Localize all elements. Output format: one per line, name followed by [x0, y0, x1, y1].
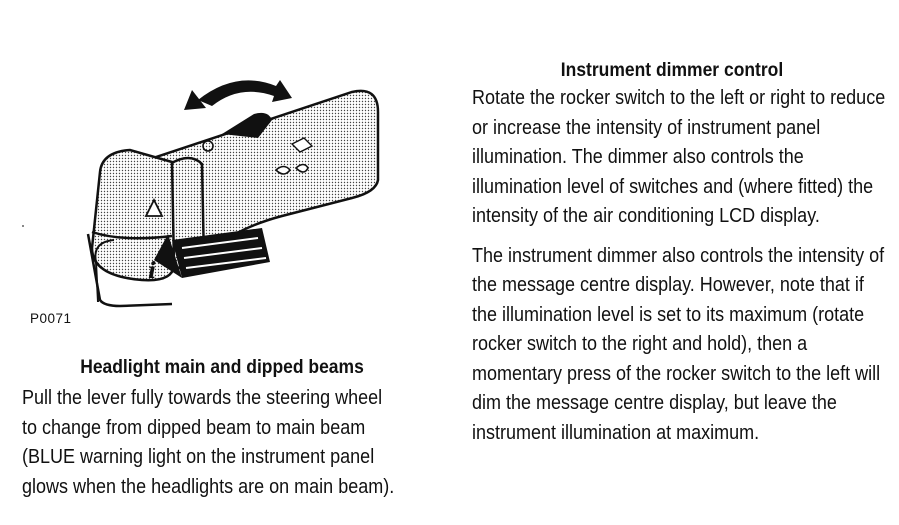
dimmer-paragraph-2: The instrument dimmer also controls the intensity of the message centre display. However, note that if the illumination level is set to its maximum (rotate rocker switch to the right and hold), then a momentary press of the rocker switch to the left will dim the message centre display, but leave the instrument illumination at maximum.: [472, 244, 885, 444]
stalk-lever-illustration: [22, 52, 422, 342]
svg-text:i: i: [148, 258, 157, 284]
dimmer-paragraph-1: Rotate the rocker switch to the left or right to reduce or increase the intensity of instrument panel illumination. The dimmer also controls the illumination level of switches and (where fitted) the intensity of the air conditioning LCD display.: [472, 87, 886, 227]
info-icon: [148, 258, 156, 284]
headlight-paragraph: Pull the lever fully towards the steering wheel to change from dipped beam to main beam (BLUE warning light on the instrument panel glows when the headlights are on main beam).: [22, 387, 395, 498]
figure-label: P0071: [30, 311, 72, 326]
headlight-heading: Headlight main and dipped beams: [80, 357, 364, 378]
stalk-figure: [22, 52, 422, 342]
rotate-arrow-icon: [184, 80, 292, 110]
right-column: [472, 58, 886, 458]
left-column: [22, 52, 442, 498]
dimmer-heading: Instrument dimmer control: [560, 60, 784, 81]
